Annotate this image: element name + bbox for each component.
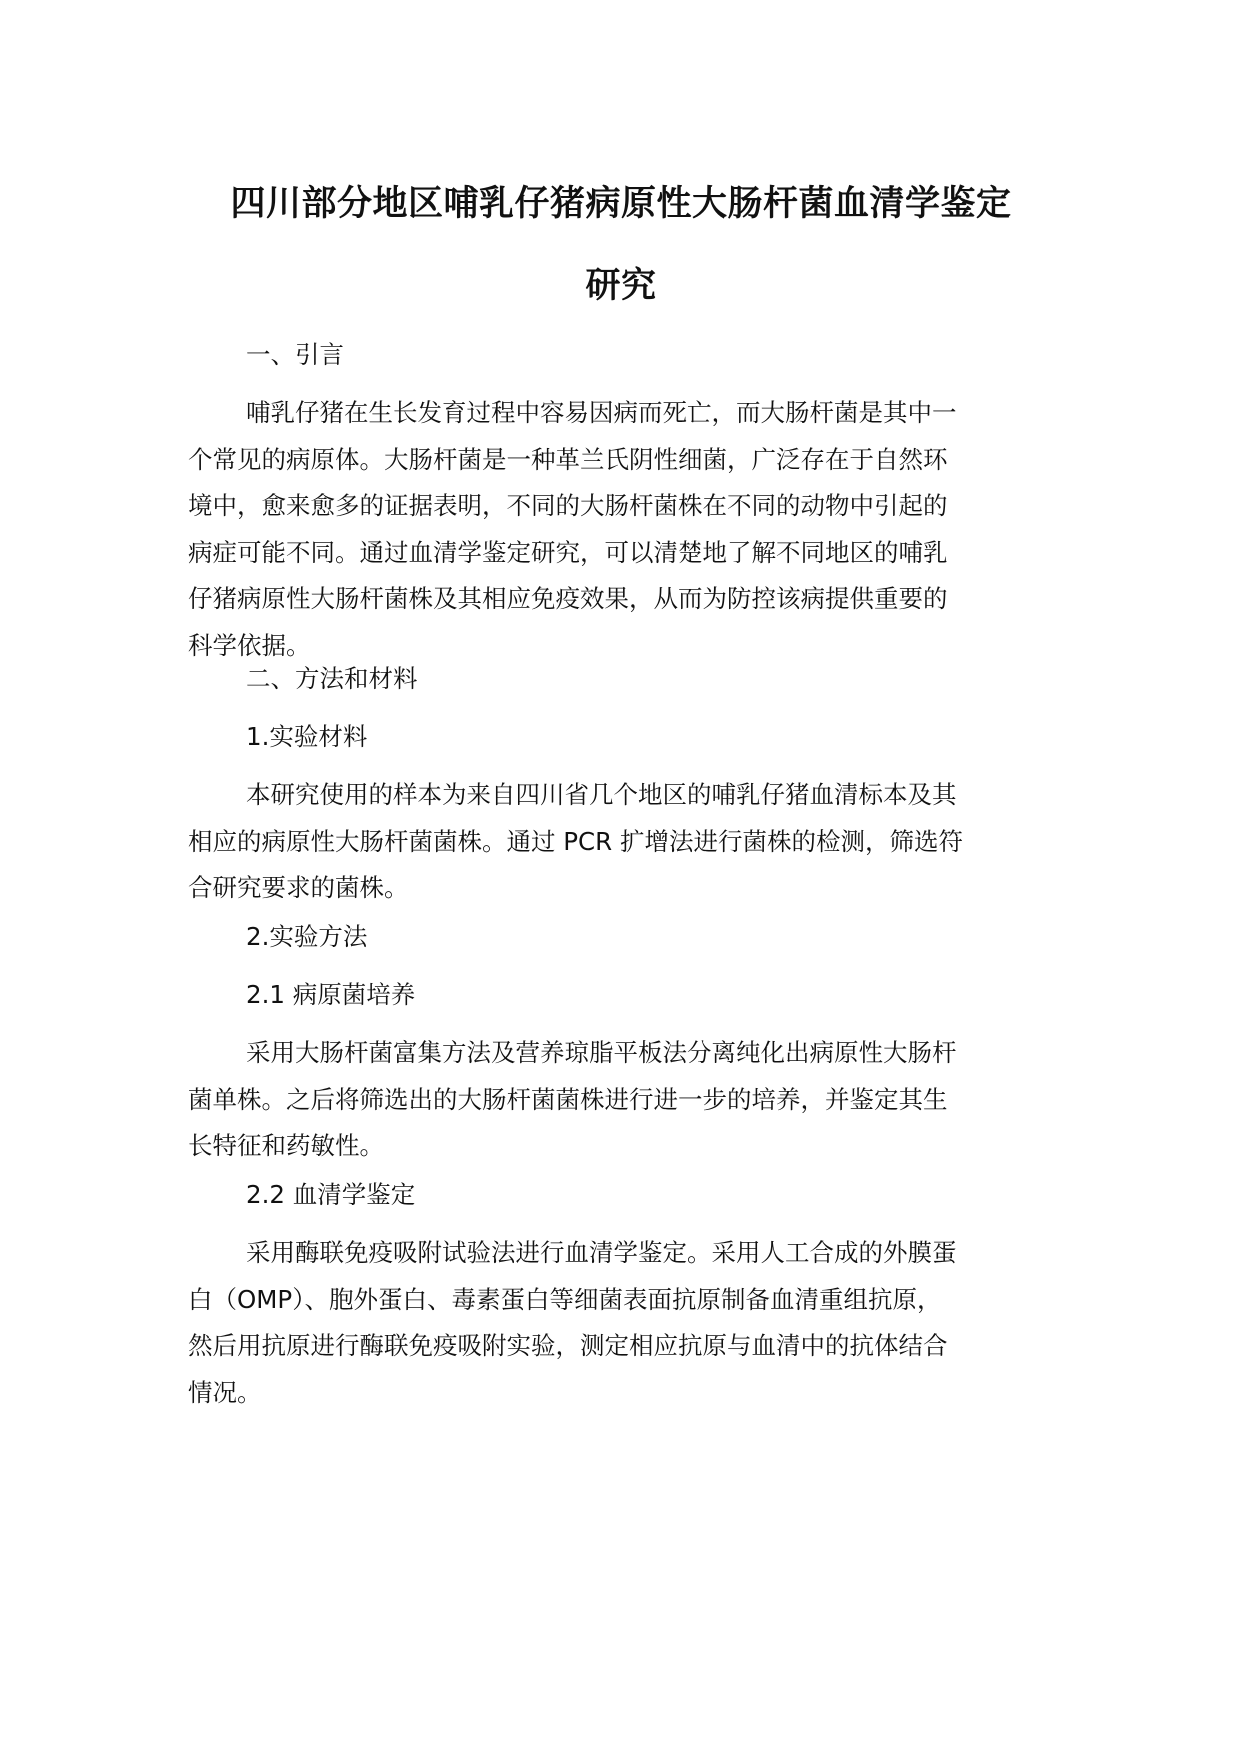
subsection-heading-serology: 2.2 血清学鉴定 [246, 1180, 416, 1209]
paragraph-line: 境中，愈来愈多的证据表明，不同的大肠杆菌株在不同的动物中引起的 [188, 491, 948, 520]
section-heading-methods: 二、方法和材料 [246, 664, 418, 693]
paragraph-line: 病症可能不同。通过血清学鉴定研究，可以清楚地了解不同地区的哺乳 [188, 537, 948, 567]
paragraph-materials [188, 772, 1054, 912]
paragraph-line: 个常见的病原体。大肠杆菌是一种革兰氏阴性细菌，广泛存在于自然环 [188, 444, 948, 474]
paragraph-line: 科学依据。 [188, 630, 311, 660]
document-title-line-1: 四川部分地区哺乳仔猪病原性大肠杆菌血清学鉴定 [230, 184, 1012, 224]
section-heading-intro: 一、引言 [246, 340, 344, 369]
paragraph-line: 菌单株。之后将筛选出的大肠杆菌菌株进行进一步的培养，并鉴定其生 [188, 1084, 948, 1114]
paragraph-culture [188, 1030, 1054, 1170]
paragraph-intro [188, 390, 1054, 669]
paragraph-line: 哺乳仔猪在生长发育过程中容易因病而死亡，而大肠杆菌是其中一 [246, 398, 957, 427]
document-title-line-2: 研究 [585, 266, 657, 306]
paragraph-line: 本研究使用的样本为来自四川省几个地区的哺乳仔猪血清标本及其 [246, 780, 957, 809]
subsection-heading-method: 2.实验方法 [246, 922, 368, 951]
paragraph-serology [188, 1230, 1054, 1416]
subsection-heading-culture: 2.1 病原菌培养 [246, 980, 416, 1009]
paragraph-line: 采用酶联免疫吸附试验法进行血清学鉴定。采用人工合成的外膜蛋 [246, 1238, 957, 1267]
paragraph-line: 采用大肠杆菌富集方法及营养琼脂平板法分离纯化出病原性大肠杆 [246, 1038, 957, 1067]
paragraph-line: 长特征和药敏性。 [188, 1131, 384, 1160]
paragraph-line: 白（OMP）、胞外蛋白、毒素蛋白等细菌表面抗原制备血清重组抗原， [188, 1284, 942, 1314]
paragraph-line: 相应的病原性大肠杆菌菌株。通过 PCR 扩增法进行菌株的检测，筛选符 [188, 826, 963, 856]
subsection-heading-materials: 1.实验材料 [246, 722, 368, 751]
paragraph-line: 然后用抗原进行酶联免疫吸附实验，测定相应抗原与血清中的抗体结合 [188, 1331, 948, 1360]
paragraph-line: 合研究要求的菌株。 [188, 873, 409, 902]
paragraph-line: 仔猪病原性大肠杆菌株及其相应免疫效果，从而为防控该病提供重要的 [188, 584, 948, 613]
paragraph-line: 情况。 [188, 1377, 262, 1407]
